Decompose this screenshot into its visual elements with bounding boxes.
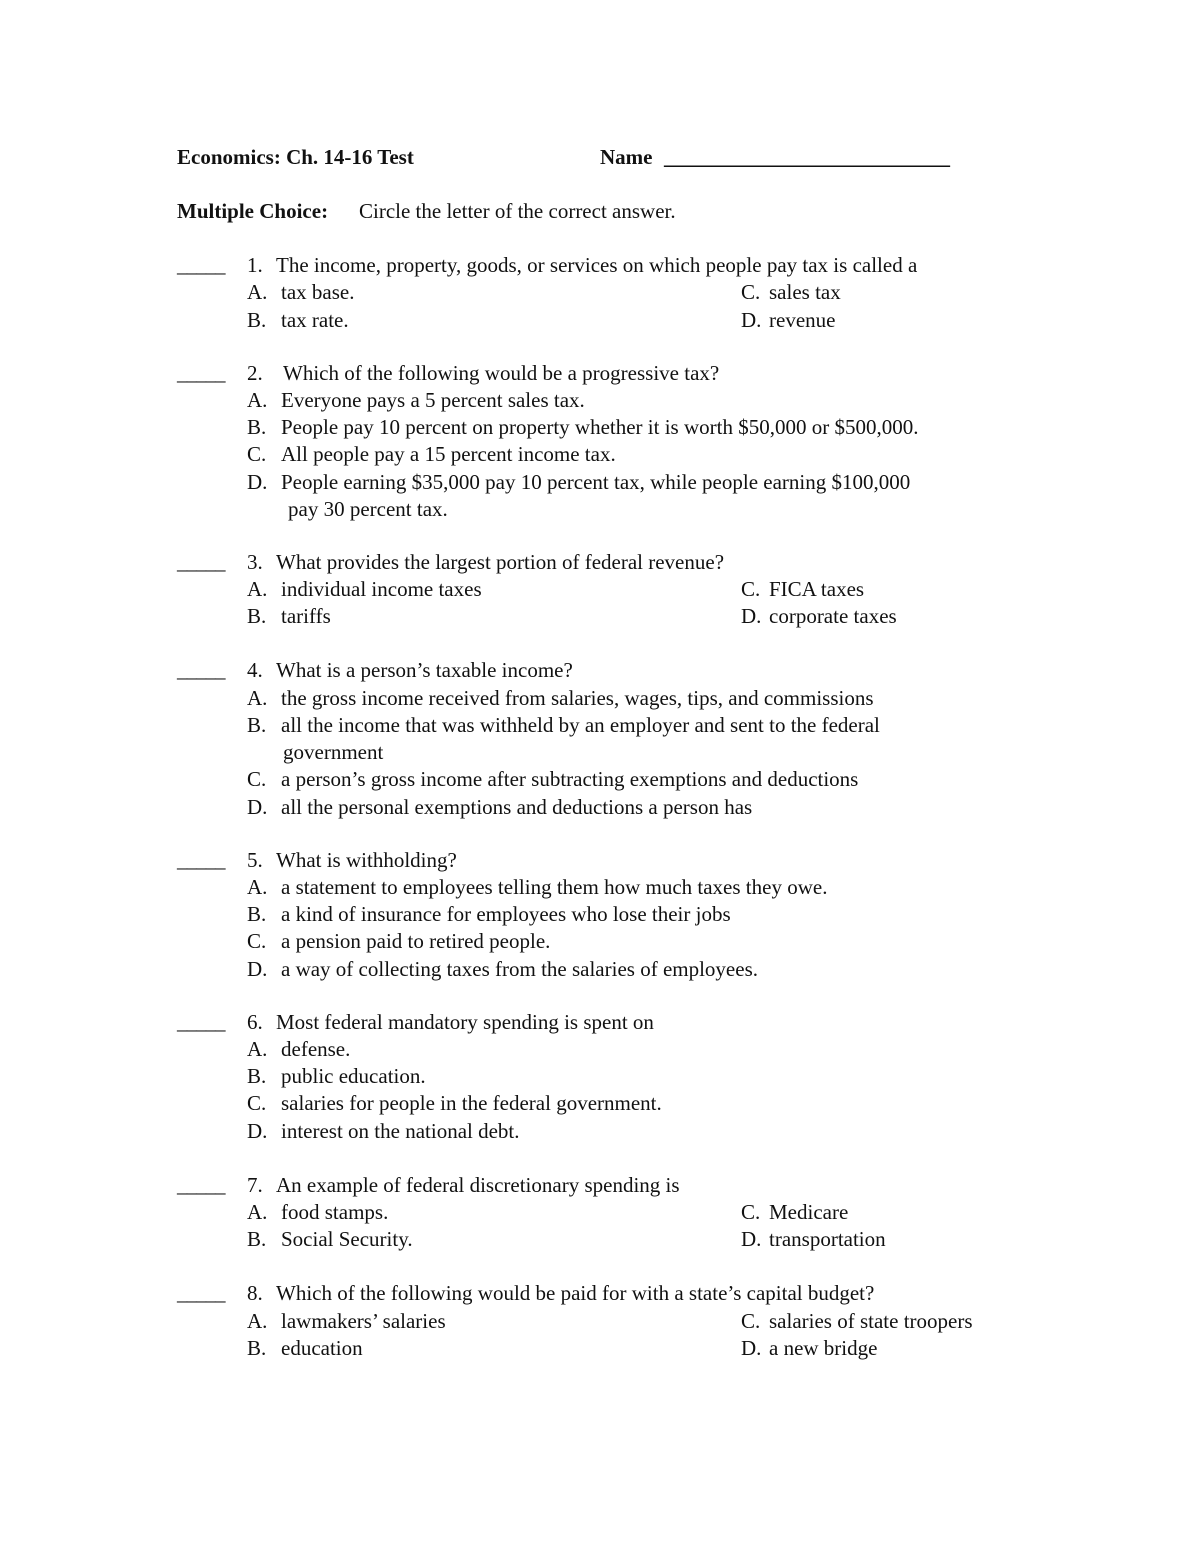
option-letter: B. xyxy=(247,415,267,439)
option-text: a person’s gross income after subtracting exemptions and deductions xyxy=(281,767,859,791)
question-number: 8. xyxy=(247,1281,263,1305)
option-text: public education. xyxy=(281,1064,426,1088)
option-text-continued: government xyxy=(283,740,384,764)
option-letter: B. xyxy=(247,1336,267,1360)
option-text: individual income taxes xyxy=(281,577,482,601)
option-text: salaries for people in the federal government. xyxy=(281,1091,662,1115)
option-text: lawmakers’ salaries xyxy=(281,1309,446,1333)
option-letter: A. xyxy=(247,875,268,899)
option-letter: C. xyxy=(741,280,761,304)
option-text: transportation xyxy=(769,1227,886,1251)
option-letter: C. xyxy=(247,767,267,791)
instructions-label: Multiple Choice: xyxy=(177,199,329,223)
question-number: 2. xyxy=(247,361,263,385)
question-text: Most federal mandatory spending is spent on xyxy=(276,1010,654,1034)
question-text: The income, property, goods, or services on which people pay tax is called a xyxy=(276,253,918,277)
option-letter: A. xyxy=(247,1309,268,1333)
option-text: Medicare xyxy=(769,1200,849,1224)
option-text: Social Security. xyxy=(281,1227,413,1251)
option-text: a new bridge xyxy=(769,1336,878,1360)
option-letter: A. xyxy=(247,686,268,710)
option-letter: C. xyxy=(741,1200,761,1224)
question-text: Which of the following would be paid for with a state’s capital budget? xyxy=(276,1281,875,1305)
name-blank[interactable]: ______________________________ xyxy=(664,145,949,169)
answer-blank[interactable]: _____ xyxy=(177,1281,225,1305)
option-letter: B. xyxy=(247,713,267,737)
option-letter: D. xyxy=(741,308,762,332)
question-number: 6. xyxy=(247,1010,263,1034)
option-text: All people pay a 15 percent income tax. xyxy=(281,442,616,466)
option-letter: A. xyxy=(247,1037,268,1061)
instructions-text: Circle the letter of the correct answer. xyxy=(359,199,676,223)
answer-blank[interactable]: _____ xyxy=(177,848,225,872)
option-text: sales tax xyxy=(769,280,841,304)
question-text: Which of the following would be a progressive tax? xyxy=(283,361,720,385)
option-letter: D. xyxy=(247,470,268,494)
option-text: corporate taxes xyxy=(769,604,897,628)
question-number: 4. xyxy=(247,658,263,682)
option-text: interest on the national debt. xyxy=(281,1119,520,1143)
option-text: education xyxy=(281,1336,363,1360)
question-number: 7. xyxy=(247,1173,263,1197)
option-letter: D. xyxy=(247,1119,268,1143)
option-letter: C. xyxy=(247,929,267,953)
option-text: all the income that was withheld by an employer and sent to the federal xyxy=(281,713,880,737)
option-letter: B. xyxy=(247,1227,267,1251)
option-text: People earning $35,000 pay 10 percent tax, while people earning $100,000 xyxy=(281,470,911,494)
option-text-continued: pay 30 percent tax. xyxy=(288,497,448,521)
option-text: tax base. xyxy=(281,280,355,304)
option-letter: D. xyxy=(247,795,268,819)
test-title: Economics: Ch. 14-16 Test xyxy=(177,145,414,169)
option-text: a statement to employees telling them how much taxes they owe. xyxy=(281,875,828,899)
option-letter: C. xyxy=(741,1309,761,1333)
option-letter: D. xyxy=(741,1336,762,1360)
option-text: People pay 10 percent on property whether it is worth $50,000 or $500,000. xyxy=(281,415,919,439)
option-letter: D. xyxy=(741,1227,762,1251)
option-letter: B. xyxy=(247,1064,267,1088)
answer-blank[interactable]: _____ xyxy=(177,1010,225,1034)
option-text: tax rate. xyxy=(281,308,349,332)
answer-blank[interactable]: _____ xyxy=(177,361,225,385)
option-letter: D. xyxy=(247,957,268,981)
option-letter: A. xyxy=(247,577,268,601)
option-text: FICA taxes xyxy=(769,577,865,601)
option-text: a way of collecting taxes from the salaries of employees. xyxy=(281,957,758,981)
option-letter: B. xyxy=(247,604,267,628)
name-label: Name xyxy=(600,145,653,169)
question-text: An example of federal discretionary spending is xyxy=(276,1173,680,1197)
question-number: 5. xyxy=(247,848,263,872)
option-text: the gross income received from salaries, wages, tips, and commissions xyxy=(281,686,874,710)
option-text: defense. xyxy=(281,1037,351,1061)
option-letter: D. xyxy=(741,604,762,628)
option-text: food stamps. xyxy=(281,1200,389,1224)
answer-blank[interactable]: _____ xyxy=(177,550,225,574)
option-text: Everyone pays a 5 percent sales tax. xyxy=(281,388,585,412)
option-letter: A. xyxy=(247,280,268,304)
question-number: 1. xyxy=(247,253,263,277)
option-letter: C. xyxy=(247,442,267,466)
option-letter: C. xyxy=(741,577,761,601)
option-text: revenue xyxy=(769,308,836,332)
option-text: a kind of insurance for employees who lose their jobs xyxy=(281,902,731,926)
option-letter: A. xyxy=(247,1200,268,1224)
option-letter: B. xyxy=(247,902,267,926)
option-text: tariffs xyxy=(281,604,331,628)
answer-blank[interactable]: _____ xyxy=(177,1173,225,1197)
option-letter: B. xyxy=(247,308,267,332)
option-letter: A. xyxy=(247,388,268,412)
option-text: a pension paid to retired people. xyxy=(281,929,551,953)
option-text: salaries of state troopers xyxy=(769,1309,973,1333)
question-number: 3. xyxy=(247,550,263,574)
option-letter: C. xyxy=(247,1091,267,1115)
question-text: What is withholding? xyxy=(276,848,457,872)
option-text: all the personal exemptions and deductions a person has xyxy=(281,795,753,819)
answer-blank[interactable]: _____ xyxy=(177,658,225,682)
question-text: What provides the largest portion of federal revenue? xyxy=(276,550,725,574)
question-text: What is a person’s taxable income? xyxy=(276,658,573,682)
answer-blank[interactable]: _____ xyxy=(177,253,225,277)
